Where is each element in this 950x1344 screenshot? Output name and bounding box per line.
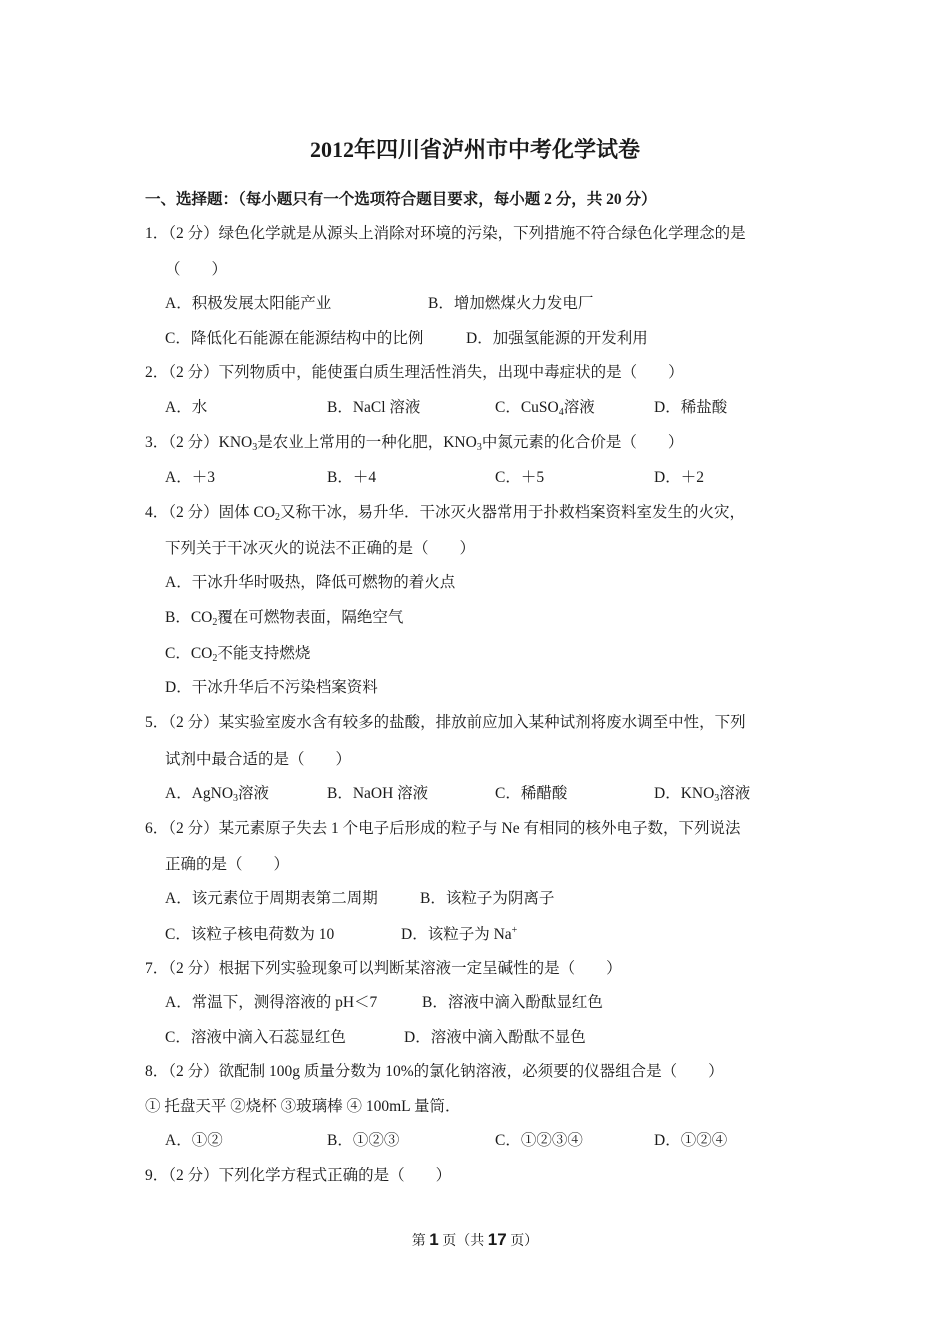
option-d: D．干冰升华后不污染档案资料 (165, 679, 378, 696)
option-a: A．①② (165, 1132, 223, 1149)
option-c: C．溶液中滴入石蕊显红色 (165, 1029, 346, 1046)
option-a: A．干冰升华时吸热，降低可燃物的着火点 (165, 574, 456, 591)
option-d: D．①②④ (654, 1132, 728, 1149)
instrument-list: ① 托盘天平 ②烧杯 ③玻璃棒 ④ 100mL 量筒． (145, 1098, 461, 1115)
option-d: D．稀盐酸 (654, 399, 728, 416)
total-pages: 17 (487, 1230, 507, 1249)
option-b: B．增加燃煤火力发电厂 (428, 295, 594, 312)
option-a: A．该元素位于周期表第二周期 (165, 890, 378, 907)
option-b: B．NaCl 溶液 (327, 399, 421, 416)
answer-blank: （ ） (165, 261, 228, 278)
option-a: A．水 (165, 399, 208, 416)
option-b: B．①②③ (327, 1132, 400, 1149)
question-stem: 8．（2 分）欲配制 100g 质量分数为 10%的氯化钠溶液，必须要的仪器组合是（ ） (145, 1063, 724, 1080)
page-footer: 第 1 页（共 17 页） (411, 1230, 539, 1249)
question-stem-continued: 试剂中最合适的是（ ） (165, 751, 352, 768)
question-stem: 7．（2 分）根据下列实验现象可以判断某溶液一定呈碱性的是（ ） (145, 960, 622, 977)
question-stem: 5．（2 分）某实验室废水含有较多的盐酸，排放前应加入某种试剂将废水调至中性，下列 (145, 714, 746, 731)
option-d: D．该粒子为 Na+ (401, 925, 518, 943)
option-c: C．降低化石能源在能源结构中的比例 (165, 330, 424, 347)
option-a: A．AgNO$_3$溶液 (165, 785, 270, 804)
question-stem: 2．（2 分）下列物质中，能使蛋白质生理活性消失，出现中毒症状的是（ ） (145, 364, 684, 381)
option-a: A．＋3 (165, 469, 215, 486)
question-stem: 6．（2 分）某元素原子失去 1 个电子后形成的粒子与 Ne 有相同的核外电子数，下列说法 (145, 820, 741, 837)
question-stem: 9．（2 分）下列化学方程式正确的是（ ） (145, 1167, 452, 1184)
option-a: A．常温下，测得溶液的 pH＜7 (165, 994, 378, 1011)
option-c: C．稀醋酸 (495, 785, 568, 802)
option-b: B．该粒子为阴离子 (420, 890, 555, 907)
question-stem: 1．（2 分）绿色化学就是从源头上消除对环境的污染，下列措施不符合绿色化学理念的是 (145, 225, 746, 242)
page-title: 2012年四川省泸州市中考化学试卷 (309, 137, 640, 162)
option-c: C．该粒子核电荷数为 10 (165, 926, 335, 943)
question-stem: 3．（2 分）$KNO_3$是农业上常用的一种化肥，$KNO_3$中氮元素的化合价是（ ） (145, 434, 684, 453)
option-d: D．溶液中滴入酚酞不显色 (404, 1029, 586, 1046)
option-c: C．＋5 (495, 469, 545, 486)
option-c: C．①②③④ (495, 1132, 583, 1149)
option-b: B．＋4 (327, 469, 377, 486)
option-b: B．NaOH 溶液 (327, 785, 429, 802)
question-stem-continued: 正确的是（ ） (165, 856, 290, 873)
question-stem: 4．（2 分）固体 $CO_2$又称干冰，易升华．干冰灭火器常用于扑救档案资料室发生的火灾， (145, 504, 746, 523)
option-d: D．加强氢能源的开发利用 (466, 330, 648, 347)
option-d: D．＋2 (654, 469, 704, 486)
option-c: C．CuSO$_4$溶液 (495, 399, 595, 418)
option-b: B．溶液中滴入酚酞显红色 (422, 994, 603, 1011)
option-d: D．$KNO_3$溶液 (654, 785, 751, 804)
page-number: 1 (429, 1230, 439, 1249)
section-heading: 一、选择题：（每小题只有一个选项符合题目要求，每小题 2 分，共 20 分） (145, 191, 657, 208)
question-stem-continued: 下列关于干冰灭火的说法不正确的是（ ） (165, 540, 476, 557)
option-b: B．$CO_2$覆在可燃物表面，隔绝空气 (165, 609, 404, 628)
option-c: C．$CO_2$不能支持燃烧 (165, 645, 311, 664)
option-a: A．积极发展太阳能产业 (165, 295, 332, 312)
